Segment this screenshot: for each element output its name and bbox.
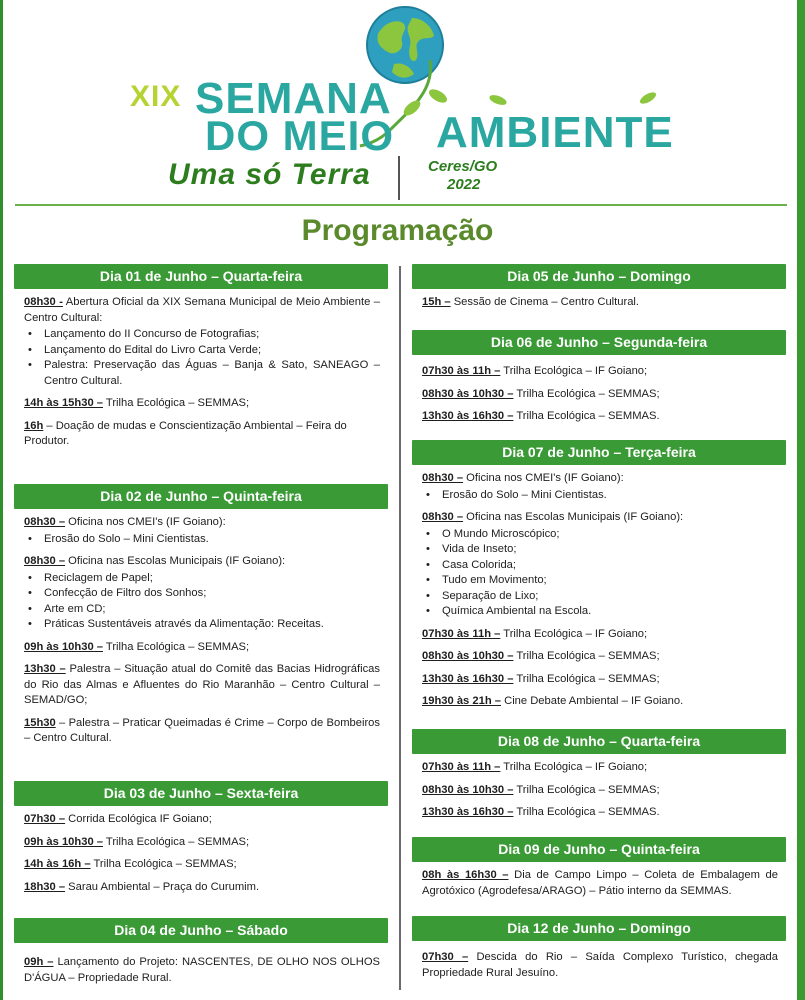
event-entry [24,396,380,412]
event-time: 07h30 – [422,951,469,963]
event-text: Trilha Ecológica – SEMMAS; [103,835,250,848]
event-time: 13h30 às 16h30 – [422,806,514,818]
event-text: Trilha Ecológica – SEMMAS. [513,410,660,422]
program-title: Programação [301,214,494,247]
event-entry [24,835,380,851]
day-body [412,465,786,729]
header-divider [398,156,400,200]
day-body [412,941,786,981]
event-text: Trilha Ecológica – SEMMAS; [103,397,250,409]
day-body [412,862,786,916]
day-header: Dia 03 de Junho – Sexta-feira [14,781,388,806]
event-time: 16h [24,419,44,432]
day-header: Dia 09 de Junho – Quinta-feira [412,837,786,862]
event-text: Corrida Ecológica IF Goiano; [65,813,212,825]
event-time: 07h30 às 11h – [422,761,501,773]
event-header [0,0,805,205]
event-text: Trilha Ecológica – IF Goiano; [500,365,648,377]
day-header: Dia 08 de Junho – Quarta-feira [412,729,786,754]
event-time: 08h30 – [24,516,66,528]
event-entry [422,295,778,311]
event-time: 08h30 às 10h30 – [422,387,514,400]
event-entry [24,295,380,389]
list-item: • Casa Colorida; [422,558,778,574]
event-text: Trilha Ecológica – SEMMAS; [513,783,660,796]
day-header: Dia 12 de Junho – Domingo [412,916,786,941]
event-entry [24,857,380,873]
event-time: 14h às 15h30 – [24,397,103,409]
event-text: Oficina nos CMEI's (IF Goiano): [463,472,624,484]
event-entry [422,760,778,776]
day-body [14,806,388,918]
event-entry [422,783,778,799]
event-entry [422,387,778,403]
event-entry [422,672,778,688]
list-item: • Separação de Lixo; [422,589,778,605]
event-year: 2022 [447,176,481,193]
event-subtitle: Uma só Terra [168,158,371,191]
day-section-06 [412,330,786,440]
title-do-meio: DO MEIO [205,112,395,159]
header-rule [15,204,787,206]
list-item: • Práticas Sustentáveis através da Alimentação: Receitas. [24,617,380,633]
day-section-12 [412,916,786,981]
list-item: • Arte em CD; [24,602,380,618]
event-text: Sessão de Cinema – Centro Cultural. [450,296,640,308]
event-text: Trilha Ecológica – IF Goiano; [500,761,648,773]
event-time: 09h – [24,956,54,968]
event-entry [24,662,380,709]
list-item: • Vida de Inseto; [422,542,778,558]
day-body [412,754,786,837]
event-text: Dia de Campo Limpo – Coleta de Embalagem de Agrotóxico (Agrodefesa/ARAGO) – Pátio interno da SEMMAS. [422,869,778,897]
day-header: Dia 01 de Junho – Quarta-feira [14,264,388,289]
event-item-list [422,527,778,620]
event-entry [422,364,778,380]
event-text: Descida do Rio – Saída Complexo Turístico, chegada Propriedade Rural Jesuíno. [422,951,778,979]
event-entry [422,627,778,643]
list-item: • Palestra: Preservação das Águas – Banja & Sato, SANEAGO – Centro Cultural. [24,358,380,389]
event-entry [24,640,380,656]
day-body [14,943,388,986]
event-text: Oficina nas Escolas Municipais (IF Goiano): [65,555,286,567]
event-time: 13h30 às 16h30 – [422,672,514,685]
event-entry [422,694,778,710]
day-header: Dia 07 de Junho – Terça-feira [412,440,786,465]
day-header: Dia 02 de Junho – Quinta-feira [14,484,388,509]
list-item: • Lançamento do Edital do Livro Carta Verde; [24,343,380,359]
event-time: 15h30 [24,716,56,729]
day-header: Dia 06 de Junho – Segunda-feira [412,330,786,355]
event-time: 08h30 – [422,511,464,523]
event-entry [422,471,778,503]
event-time: 08h30 às 10h30 – [422,783,514,796]
event-text: Trilha Ecológica – IF Goiano; [500,627,648,640]
event-time: 13h30 às 16h30 – [422,410,514,422]
list-item: • Confecção de Filtro dos Sonhos; [24,586,380,602]
schedule-left-column [14,264,388,993]
event-item-list [24,571,380,633]
event-text: – Palestra – Praticar Queimadas é Crime – Corpo de Bombeiros – Centro Cultural. [24,716,380,744]
event-entry [422,805,778,821]
event-text: Oficina nas Escolas Municipais (IF Goiano): [463,511,684,523]
event-time: 18h30 – [24,880,66,893]
day-section-02 [14,484,388,781]
column-divider [399,266,401,990]
event-entry [24,716,380,747]
event-text: Trilha Ecológica – SEMMAS; [513,650,660,662]
event-entry [422,510,778,620]
event-text: Trilha Ecológica – SEMMAS; [90,858,237,870]
event-entry [24,554,380,633]
event-entry [24,419,380,450]
list-item: • Química Ambiental na Escola. [422,604,778,620]
event-item-list [24,327,380,389]
day-header: Dia 04 de Junho – Sábado [14,918,388,943]
event-text: – Doação de mudas e Conscientização Ambiental – Feira do Produtor. [24,419,347,447]
event-city: Ceres/GO [428,158,498,175]
list-item: • Tudo em Movimento; [422,573,778,589]
event-time: 19h30 às 21h – [422,695,501,707]
edition-label: XIX [130,80,182,113]
event-text: Palestra – Situação atual do Comitê das Bacias Hidrográficas do Rio das Almas e Afluentes do Rio Maranhão – Centro Cultural – SEMAD/GO; [24,663,380,706]
day-body [14,509,388,781]
day-body [14,289,388,484]
event-text: Sarau Ambiental – Praça do Curumim. [65,880,260,893]
event-entry [24,812,380,828]
event-time: 07h30 às 11h – [422,365,501,377]
event-entry [24,515,380,547]
day-body [412,355,786,440]
day-section-09 [412,837,786,916]
event-time: 14h às 16h – [24,858,91,870]
list-item: • Erosão do Solo – Mini Cientistas. [24,532,380,548]
day-section-01 [14,264,388,484]
list-item: • Lançamento do II Concurso de Fotografias; [24,327,380,343]
event-text: Abertura Oficial da XIX Semana Municipal de Meio Ambiente – Centro Cultural: [24,296,380,324]
day-section-07 [412,440,786,729]
event-text: Trilha Ecológica – SEMMAS; [103,640,250,653]
event-time: 08h30 – [422,472,464,484]
event-entry [422,950,778,981]
event-time: 07h30 às 11h – [422,627,501,640]
event-entry [422,649,778,665]
event-text: Cine Debate Ambiental – IF Goiano. [501,695,684,707]
event-entry [422,409,778,425]
event-entry [422,868,778,899]
event-time: 08h às 16h30 – [422,869,509,881]
day-section-04 [14,918,388,986]
list-item: • Reciclagem de Papel; [24,571,380,587]
day-body [412,289,786,330]
event-time: 08h30 às 10h30 – [422,650,514,662]
event-text: Lançamento do Projeto: NASCENTES, DE OLHO NOS OLHOS D'ÁGUA – Propriedade Rural. [24,956,381,984]
event-entry [24,955,380,986]
event-time: 13h30 – [24,663,66,675]
event-text: Trilha Ecológica – SEMMAS; [513,387,660,400]
title-ambiente: AMBIENTE [436,108,674,157]
schedule-right-column [412,264,786,988]
day-section-03 [14,781,388,918]
event-time: 09h às 10h30 – [24,835,103,848]
list-item: • O Mundo Microscópico; [422,527,778,543]
event-time: 08h30 - [24,296,63,308]
day-section-08 [412,729,786,837]
event-text: Trilha Ecológica – SEMMAS; [513,672,660,685]
title-semana: SEMANA [195,74,392,123]
event-text: Trilha Ecológica – SEMMAS. [513,806,660,818]
day-header: Dia 05 de Junho – Domingo [412,264,786,289]
event-time: 15h – [422,296,451,308]
event-item-list [422,488,778,504]
event-time: 08h30 – [24,555,66,567]
event-time: 07h30 – [24,813,66,825]
event-entry [24,880,380,896]
list-item: • Erosão do Solo – Mini Cientistas. [422,488,778,504]
event-time: 09h às 10h30 – [24,640,103,653]
event-text: Oficina nos CMEI's (IF Goiano): [65,516,226,528]
event-item-list [24,532,380,548]
day-section-05 [412,264,786,330]
